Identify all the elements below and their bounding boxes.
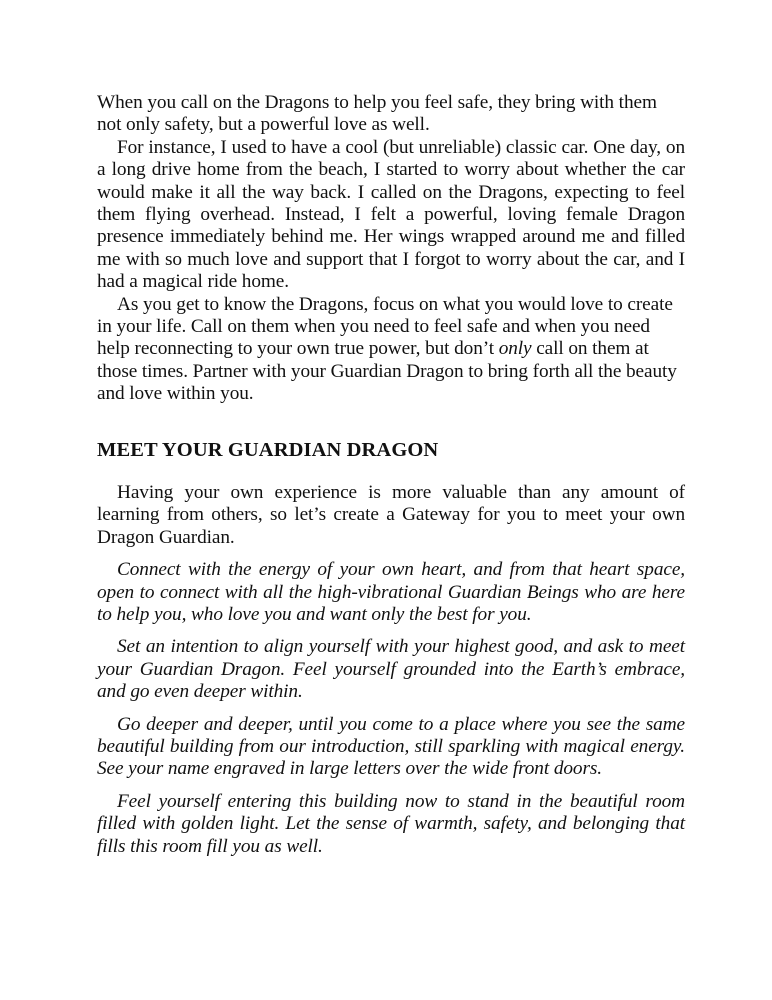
section-heading: MEET YOUR GUARDIAN DRAGON (97, 439, 439, 461)
intro-paragraph: Having your own experience is more valuable than any amount of learning from others, so let’s create a Gateway for you to meet your own Dragon Guardian. (97, 482, 685, 548)
meditation-paragraph: Feel yourself entering this building now to stand in the beautiful room filled with golden light. Let the sense of warmth, safety, and belonging that fills this room fill you as well. (97, 790, 685, 857)
text-run: call on them at those times. Partner with your Guardian Dragon to bring forth all the beauty and love within you. (97, 338, 677, 405)
paragraph: When you call on the Dragons to help you feel safe, they bring with them not only safety, but a powerful love as well. (97, 92, 657, 136)
emphasis-text: only (498, 338, 532, 360)
guided-meditation-section (97, 482, 685, 858)
body-text-section (97, 92, 685, 406)
text-run: As you get to know the Dragons, focus on what you would love to create in your life. Call on them when you need to feel safe and when you need help reconnecting to your own true power, but don’t (97, 293, 673, 360)
paragraph-car-story: For instance, I used to have a cool (but unreliable) classic car. One day, on a long drive home from the beach, I started to worry about whether the car would make it all the way back. I called on the Dragons, expecting to feel them flying overhead. Instead, I felt a powerful, loving female Dragon presence immediately behind me. Her wings wrapped around me and filled me with so much love and support that I forgot to worry about the car, and I had a magical ride home. (97, 136, 685, 293)
paragraph-partner (97, 294, 685, 406)
meditation-paragraph: Go deeper and deeper, until you come to a place where you see the same beautiful building from our introduction, still sparkling with magical energy. See your name engraved in large letters over the wide front doors. (97, 713, 685, 780)
meditation-paragraph: Connect with the energy of your own heart, and from that heart space, open to connect with all the high-vibrational Guardian Beings who are here to help you, who love you and want only the best for you. (97, 559, 685, 626)
meditation-paragraph: Set an intention to align yourself with your highest good, and ask to meet your Guardian Dragon. Feel yourself grounded into the Earth’s embrace, and go even deeper within. (97, 636, 685, 703)
